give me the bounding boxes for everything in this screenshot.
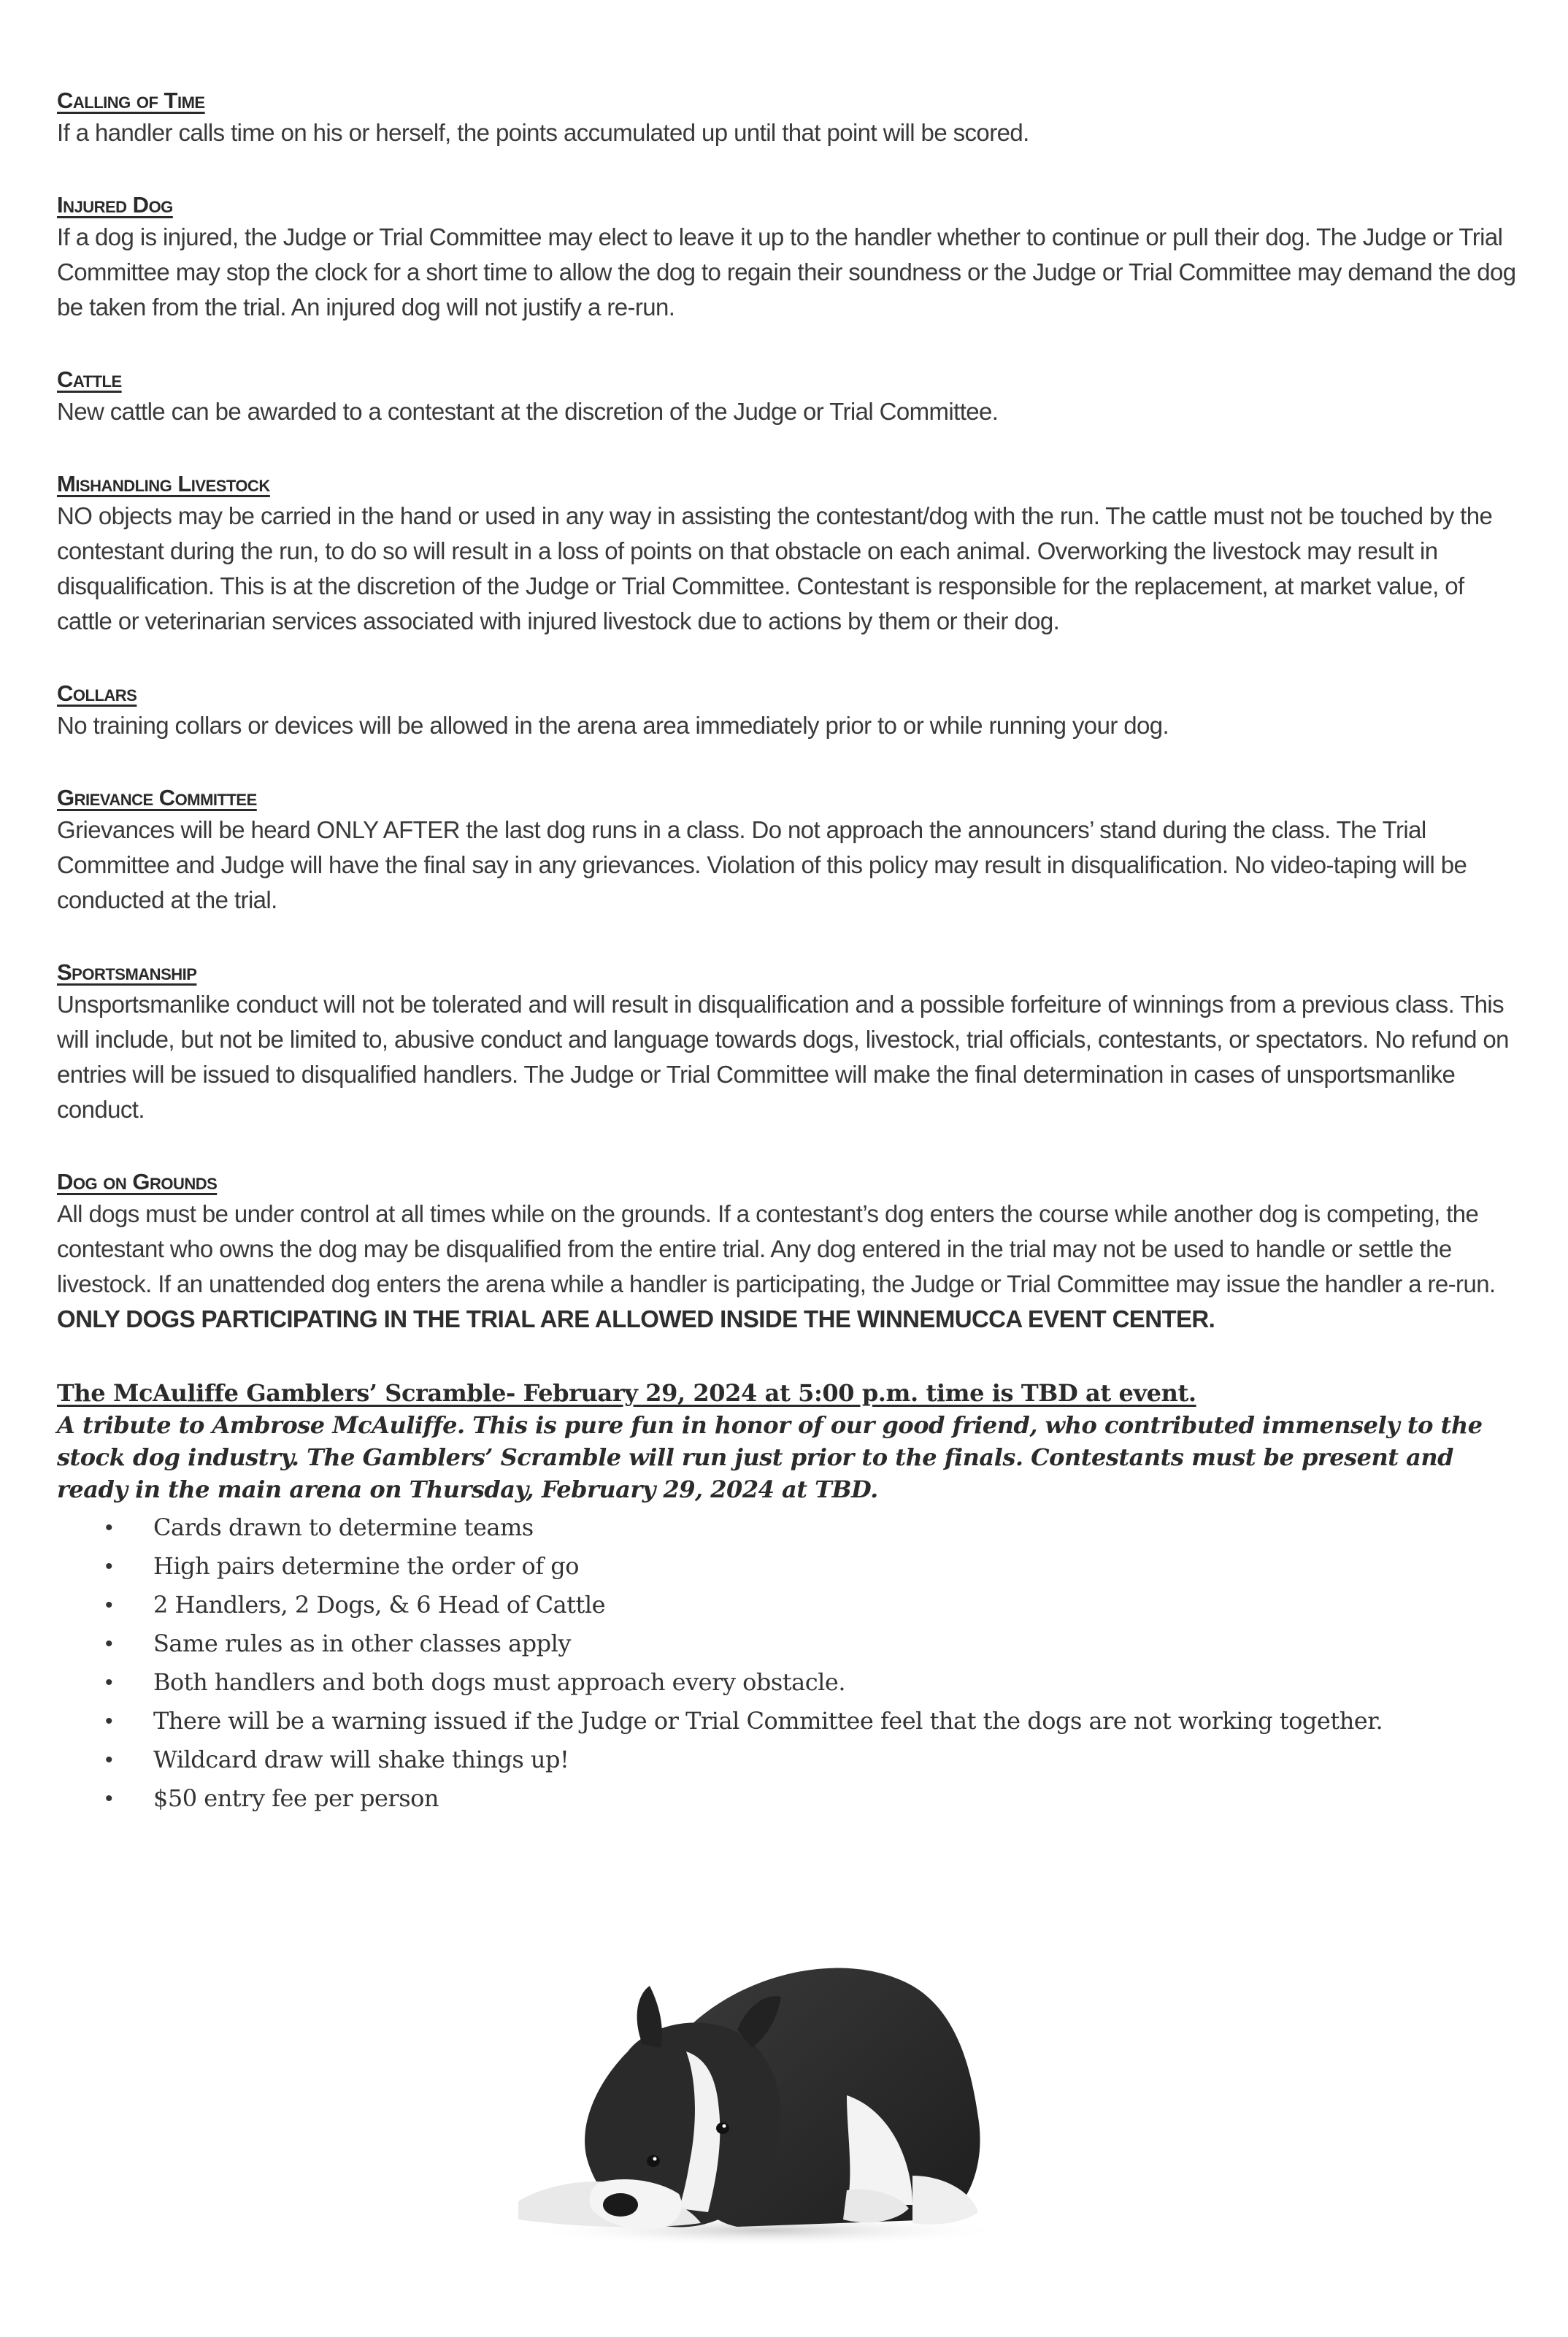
list-item: • Wildcard draw will shake things up! — [153, 1741, 1524, 1779]
section-body: Grievances will be heard ONLY AFTER the last dog runs in a class. Do not approach the announcers’ stand during the class. The Trial Committee and Judge will have the final say in any grievances. Violation of this policy may result in disqualification. No video-taping will be conducted at the trial. — [57, 816, 1467, 913]
section-body: If a dog is injured, the Judge or Trial Committee may elect to leave it up to the handler whether to continue or pull their dog. The Judge or Trial Committee may stop the clock for a short time to allow the dog to regain their soundness or the Judge or Trial Committee may demand the dog be taken from the trial. An injured dog will not justify a re-run. — [57, 223, 1516, 321]
section-heading: Dog on Grounds — [57, 1169, 218, 1194]
list-item: • Same rules as in other classes apply — [153, 1624, 1524, 1663]
list-item: • $50 entry fee per person — [153, 1779, 1524, 1818]
section-calling-of-time — [57, 86, 1524, 150]
section-grievance-committee — [57, 783, 1524, 918]
section-mishandling-livestock — [57, 469, 1524, 639]
list-item: • 2 Handlers, 2 Dogs, & 6 Head of Cattle — [153, 1586, 1524, 1624]
list-item: • There will be a warning issued if the Judge or Trial Committee feel that the dogs are not working together. — [153, 1702, 1524, 1741]
list-item: • Both handlers and both dogs must approach every obstacle. — [153, 1663, 1524, 1702]
section-body — [57, 1197, 1524, 1337]
section-body: No training collars or devices will be allowed in the arena area immediately prior to or while running your dog. — [57, 712, 1169, 739]
section-heading: Grievance Committee — [57, 785, 257, 810]
rules-page — [57, 86, 1524, 1818]
section-heading: Collars — [57, 680, 137, 706]
gamblers-bullet-list — [57, 1508, 1524, 1818]
gamblers-scramble-section — [57, 1377, 1524, 1818]
section-body-text: All dogs must be under control at all times while on the grounds. If a contestant’s dog enters the course while another dog is competing, the contestant who owns the dog may be disqualified from the entire trial. Any dog entered in the trial may not be used to handle or settle the livestock. If an unattended dog enters the arena while a handler is participating, the Judge or Trial Committee may issue the handler a re-run. — [57, 1200, 1496, 1297]
section-body: If a handler calls time on his or herself, the points accumulated up until that point will be scored. — [57, 119, 1029, 146]
list-item: • High pairs determine the order of go — [153, 1547, 1524, 1586]
gamblers-description: A tribute to Ambrose McAuliffe. This is pure fun in honor of our good friend, who contributed immensely to the stock dog industry. The Gamblers’ Scramble will run just prior to the finals. Contestants must be present and ready in the main arena on Thursday, February 29, 2024 at TBD. — [57, 1411, 1483, 1503]
gamblers-title: The McAuliffe Gamblers’ Scramble- February 29, 2024 at 5:00 p.m. time is TBD at event. — [57, 1379, 1196, 1407]
section-heading: Cattle — [57, 367, 122, 392]
section-injured-dog — [57, 191, 1524, 325]
section-heading: Injured Dog — [57, 192, 173, 218]
border-collie-illustration — [504, 1942, 1015, 2249]
section-body: New cattle can be awarded to a contestant at the discretion of the Judge or Trial Committee. — [57, 398, 999, 425]
section-body: Unsportsmanlike conduct will not be tolerated and will result in disqualification and a possible forfeiture of winnings from a previous class. This will include, but not be limited to, abusive conduct and language towards dogs, livestock, trial officials, contestants, or spectators. No refund on entries will be issued to disqualified handlers. The Judge or Trial Committee will make the final determination in cases of unsportsmanlike conduct. — [57, 991, 1509, 1123]
section-dog-on-grounds — [57, 1167, 1524, 1337]
section-cattle — [57, 365, 1524, 429]
section-heading: Calling of Time — [57, 88, 205, 113]
section-heading: Sportsmanship — [57, 959, 197, 985]
section-heading: Mishandling Livestock — [57, 471, 270, 496]
section-collars — [57, 679, 1524, 743]
section-body-emphasis: ONLY DOGS PARTICIPATING IN THE TRIAL ARE ALLOWED INSIDE THE WINNEMUCCA EVENT CENTER. — [57, 1305, 1215, 1332]
section-body: NO objects may be carried in the hand or used in any way in assisting the contestant/dog with the run. The cattle must not be touched by the contestant during the run, to do so will result in a loss of points on that obstacle on each animal. Overworking the livestock may result in disqualification. This is at the discretion of the Judge or Trial Committee. Contestant is responsible for the replacement, at market value, of cattle or veterinarian services associated with injured livestock due to actions by them or their dog. — [57, 502, 1493, 634]
list-item: • Cards drawn to determine teams — [153, 1508, 1524, 1547]
section-sportsmanship — [57, 958, 1524, 1127]
